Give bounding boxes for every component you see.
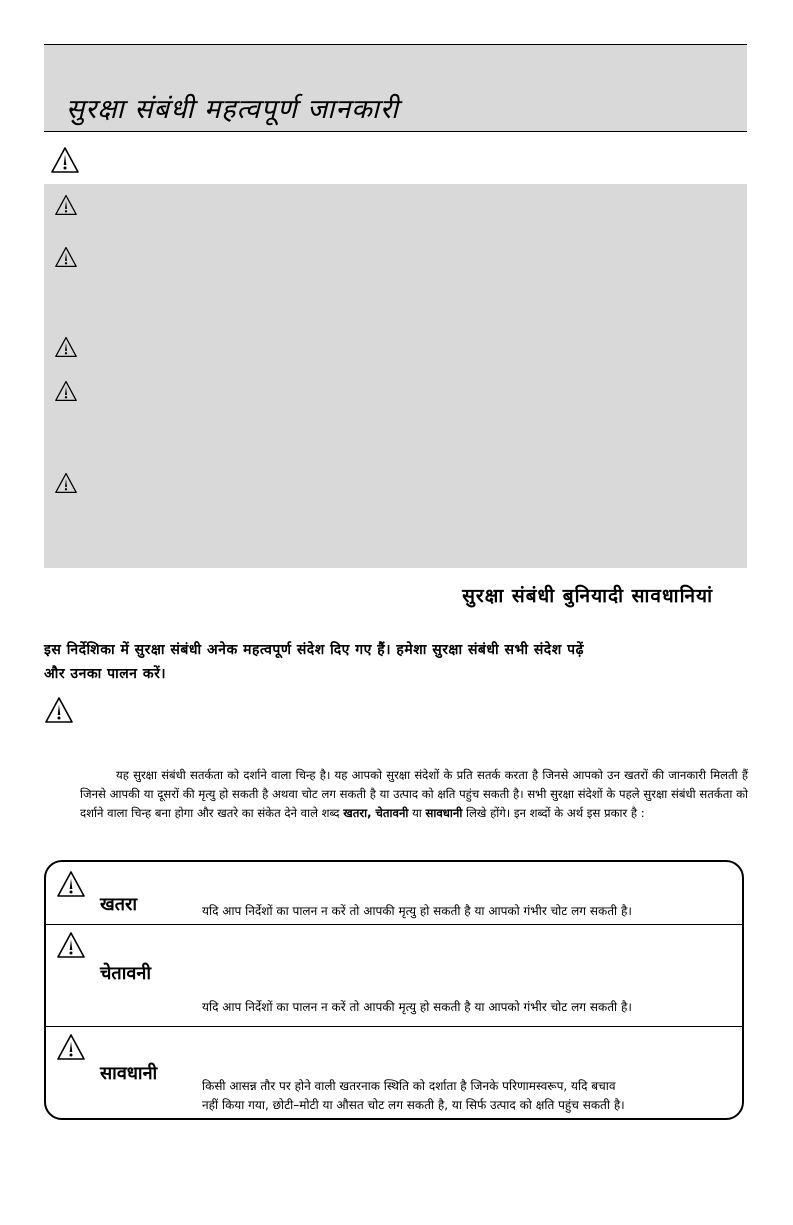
page-title: सुरक्षा संबंधी महत्वपूर्ण जानकारी [66, 94, 399, 125]
para-text-2: लिखे होंगे। इन शब्दों के अर्थ इस प्रकार है : [466, 806, 645, 820]
signal-desc-warning: यदि आप निर्देशों का पालन न करें तो आपकी मृत्यु हो सकती है या आपको गंभीर चोट लग सकती है। [202, 1000, 632, 1014]
para-text-1: यह सुरक्षा संबंधी सतर्कता को दर्शाने वाला चिन्ह है। यह आपको सुरक्षा संदेशों के प्रति सतर्क करता है जिनसे आपको उन खतरों की जानकारी मिलती हैं जिनसे आपकी या दूसरों की मृत्यु हो सकती है अथवा चोट लग सकती है या उत्पाद को क्षति पहुंच सकती है। सभी सुरक्षा संदेशों के पहले सुरक्षा संबंधी सतर्कता को दर्शाने वाला चिन्ह बना होगा और खतरे का संकेत देने वाले शब्द [80, 768, 748, 820]
para-bold-word-2: सावधानी [425, 806, 463, 820]
signal-row-warning [46, 925, 742, 1026]
para-mid: या [412, 806, 422, 820]
signal-desc-danger: यदि आप निर्देशों का पालन न करें तो आपकी मृत्यु हो सकती है या आपको गंभीर चोट लग सकती है। [202, 904, 632, 918]
safety-alert-paragraph [80, 766, 748, 823]
warning-triangle-icon [54, 194, 78, 216]
signal-desc-caution-1: किसी आसन्न तौर पर होने वाली खतरनाक स्थिति को दर्शाता है जिनके परिणामस्वरूप, यदि बचाव [202, 1079, 616, 1093]
title-band [44, 45, 747, 132]
warning-triangle-icon [54, 246, 78, 268]
warning-triangle-icon [54, 472, 78, 494]
signal-word-warning: चेतावनी [100, 963, 152, 984]
warning-triangle-icon [54, 380, 78, 402]
warning-triangle-icon [44, 696, 74, 724]
warning-triangle-icon [56, 931, 86, 959]
para-bold-words: खतरा, चेतावनी [343, 806, 409, 820]
signal-desc-caution-2: नहीं किया गया, छोटी–मोटी या औसत चोट लग सकती है, या सिर्फ उत्पाद को क्षति पहुंच सकती है। [202, 1098, 625, 1112]
signal-row-danger [46, 862, 742, 924]
section-heading: सुरक्षा संबंधी बुनियादी सावधानियां [462, 585, 713, 607]
signal-word-danger: खतरा [100, 894, 138, 915]
warning-triangle-icon [50, 146, 80, 174]
warning-triangle-icon [54, 336, 78, 358]
signal-word-caution: सावधानी [100, 1063, 158, 1084]
intro-line-1: इस निर्देशिका में सुरक्षा संबंधी अनेक महत्वपूर्ण संदेश दिए गए हैं। हमेशा सुरक्षा संबंधी सभी संदेश पढ़ें [44, 642, 584, 658]
safety-messages-panel [44, 184, 747, 568]
warning-triangle-icon [56, 870, 86, 898]
signal-words-box [44, 860, 744, 1120]
signal-row-caution [46, 1027, 742, 1122]
intro-line-2: और उनका पालन करें। [44, 666, 167, 682]
warning-triangle-icon [56, 1033, 86, 1061]
